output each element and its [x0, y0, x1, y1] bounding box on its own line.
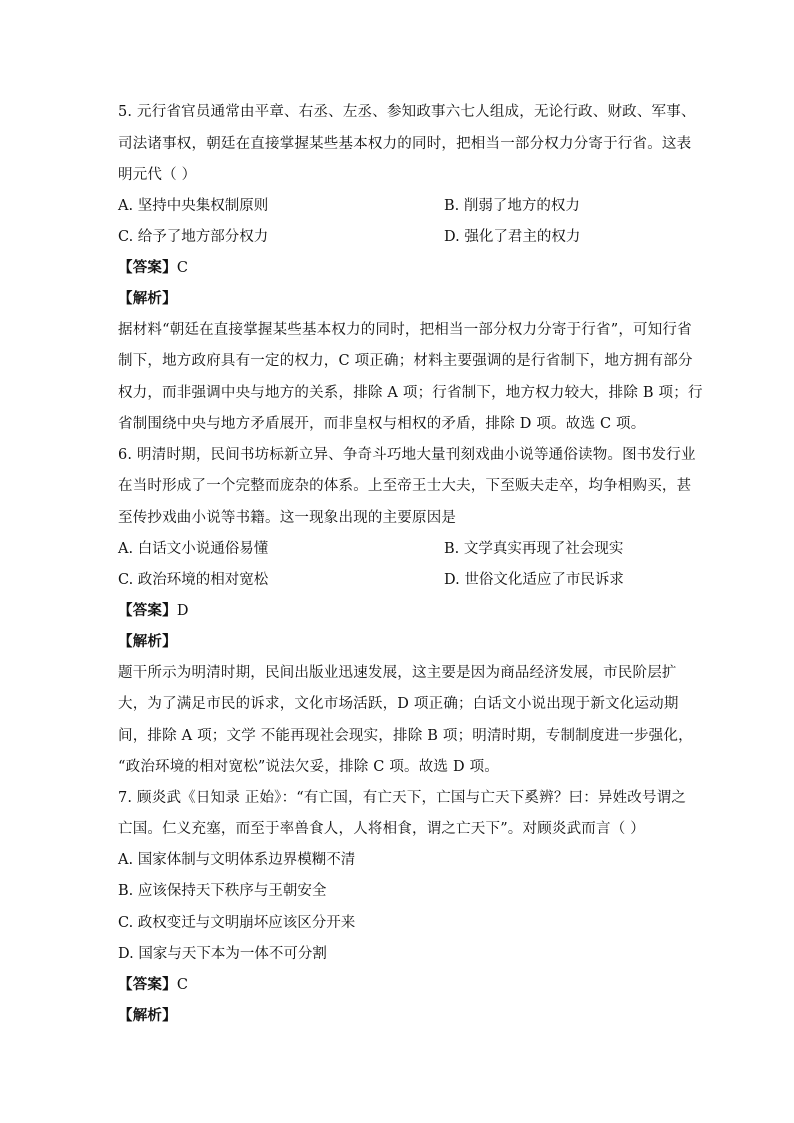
- q7-option-c: C. 政权变迁与文明崩坏应该区分开来: [118, 915, 356, 931]
- q7-answer-row: [118, 975, 678, 995]
- q7-option-a: A. 国家体制与文明体系边界模糊不清: [118, 852, 356, 868]
- q5-analysis-line-4: 省制围绕中央与地方矛盾展开，而非皇权与相权的矛盾，排除 D 项。故选 C 项。: [118, 416, 646, 432]
- q6-answer-value: D: [176, 603, 189, 619]
- q6-option-b: B. 文学真实再现了社会现实: [444, 541, 624, 557]
- q5-answer-value: C: [176, 260, 189, 276]
- q6-analysis-line-1: 题干所示为明清时期，民间出版业迅速发展，这主要是因为商品经济发展，市民阶层扩: [118, 665, 677, 681]
- q7-answer-tag: 【答案】: [118, 976, 177, 993]
- q6-analysis-line-3: 间，排除 A 项；文学 不能再现社会现实，排除 B 项；明清时期，专制制度进一步强化，: [118, 728, 693, 744]
- q5-stem-line-1: 5. 元行省官员通常由平章、右丞、左丞、参知政事六七人组成，无论行政、财政、军事、: [118, 104, 696, 120]
- q5-analysis-tag: 【解析】: [118, 290, 177, 307]
- q7-option-b: B. 应该保持天下秩序与王朝安全: [118, 883, 327, 899]
- q6-analysis-tag: 【解析】: [118, 633, 177, 650]
- q5-analysis-line-2: 制下，地方政府具有一定的权力，C 项正确；材料主要强调的是行省制下，地方拥有部分: [118, 353, 693, 369]
- q7-option-d: D. 国家与天下本为一体不可分割: [118, 946, 327, 962]
- q5-answer-tag: 【答案】: [118, 259, 177, 276]
- q6-analysis-line-2: 大，为了满足市民的诉求，文化市场活跃，D 项正确；白话文小说出现于新文化运动期: [118, 696, 679, 712]
- q6-option-d: D. 世俗文化适应了市民诉求: [444, 572, 624, 588]
- q5-stem-line-2: 司法诸事权，朝廷在直接掌握某些基本权力的同时，把相当一部分权力分寄于行省。这表: [118, 136, 692, 152]
- q5-answer-row: [118, 258, 678, 278]
- q6-option-c: C. 政治环境的相对宽松: [118, 572, 269, 588]
- q5-stem-line-3: 明元代（ ）: [118, 167, 197, 183]
- q6-option-a: A. 白话文小说通俗易懂: [118, 541, 269, 557]
- q7-analysis-tag: 【解析】: [118, 1007, 177, 1024]
- q5-option-a: A. 坚持中央集权制原则: [118, 198, 269, 214]
- q6-analysis-line-4: “政治环境的相对宽松”说法欠妥，排除 C 项。故选 D 项。: [118, 759, 499, 775]
- q5-analysis-line-3: 权力，而非强调中央与地方的关系，排除 A 项；行省制下，地方权力较大，排除 B 项；行: [118, 385, 703, 401]
- q7-stem-line-1: 7. 顾炎武《日知录 正始》：“有亡国，有亡天下，亡国与亡天下奚辨？曰：异姓改号谓之: [118, 790, 687, 806]
- q7-stem-line-2: 亡国。仁义充塞，而至于率兽食人，人将相食，谓之亡天下”。对顾炎武而言（ ）: [118, 821, 645, 837]
- q5-analysis-line-1: 据材料“朝廷在直接掌握某些基本权力的同时，把相当一部分权力分寄于行省”，可知行省: [118, 322, 692, 338]
- q5-option-d: D. 强化了君主的权力: [444, 229, 581, 245]
- q6-answer-tag: 【答案】: [118, 602, 177, 619]
- q6-stem-line-3: 至传抄戏曲小说等书籍。这一现象出现的主要原因是: [118, 510, 457, 526]
- q7-answer-value: C: [176, 977, 189, 993]
- q5-option-b: B. 削弱了地方的权力: [444, 198, 580, 214]
- q6-stem-line-2: 在当时形成了一个完整而庞杂的体系。上至帝王士大夫，下至贩夫走卒，均争相购买，甚: [118, 478, 692, 494]
- q6-answer-row: [118, 601, 678, 621]
- q6-stem-line-1: 6. 明清时期，民间书坊标新立异、争奇斗巧地大量刊刻戏曲小说等通俗读物。图书发行业: [118, 447, 696, 463]
- q5-option-c: C. 给予了地方部分权力: [118, 229, 269, 245]
